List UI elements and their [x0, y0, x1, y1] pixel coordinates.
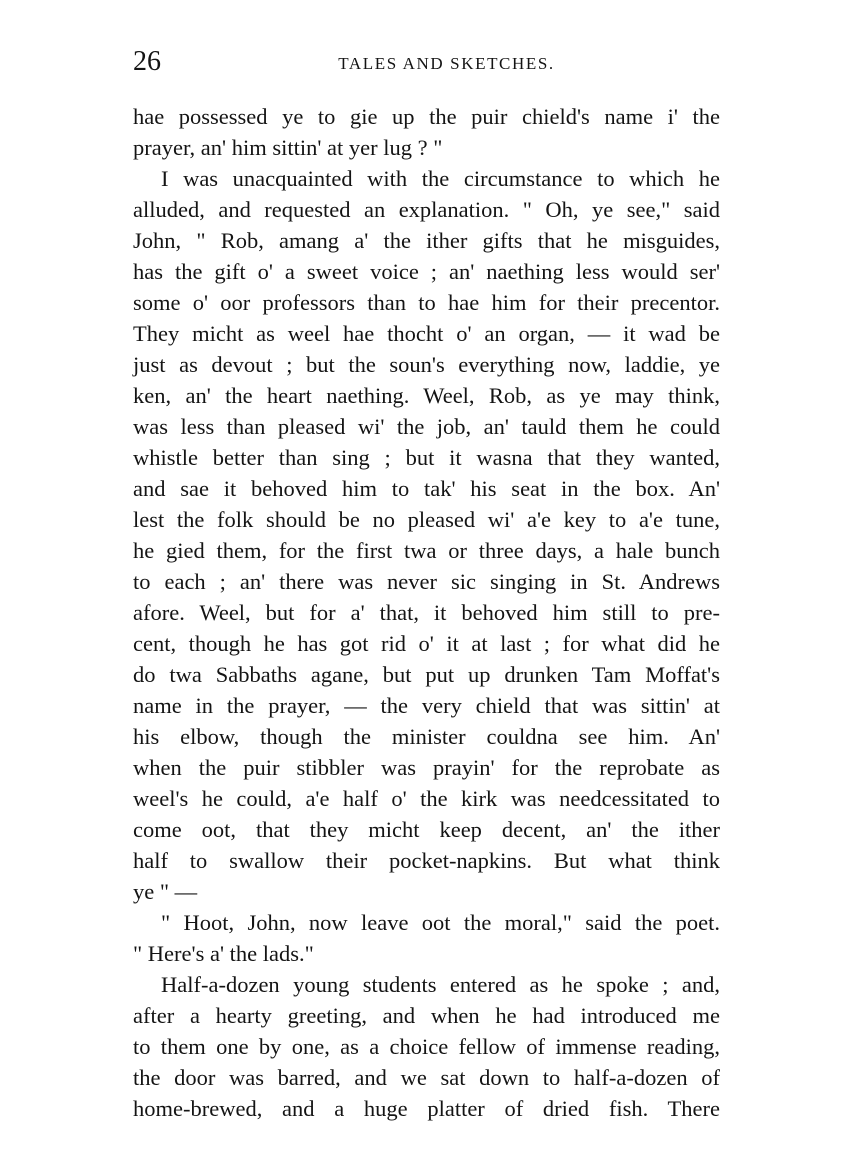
- text-line: and sae it behoved him to tak' his seat in the box. An': [133, 476, 720, 501]
- page-number: 26: [133, 46, 161, 77]
- page-header: [133, 44, 720, 80]
- text-line: to each ; an' there was never sic singing in St. Andrews: [133, 569, 720, 594]
- text-line: has the gift o' a sweet voice ; an' naething less would ser': [133, 259, 720, 284]
- text-line: They micht as weel hae thocht o' an organ, — it wad be: [133, 321, 720, 346]
- text-line: weel's he could, a'e half o' the kirk was needcessitated to: [133, 786, 720, 811]
- text-line: name in the prayer, — the very chield that was sittin' at: [133, 693, 720, 718]
- text-line: ye " —: [133, 879, 198, 904]
- text-line: " Hoot, John, now leave oot the moral," said the poet.: [161, 910, 720, 935]
- text-line: to them one by one, as a choice fellow of immense reading,: [133, 1034, 720, 1059]
- text-line: prayer, an' him sittin' at yer lug ? ": [133, 135, 443, 160]
- text-line: his elbow, though the minister couldna see him. An': [133, 724, 720, 749]
- text-line: whistle better than sing ; but it wasna that they wanted,: [133, 445, 720, 470]
- text-line: some o' oor professors than to hae him for their precentor.: [133, 290, 720, 315]
- text-line: Half-a-dozen young students entered as he spoke ; and,: [161, 972, 720, 997]
- text-line: half to swallow their pocket-napkins. But what think: [133, 848, 720, 873]
- text-line: ken, an' the heart naething. Weel, Rob, as ye may think,: [133, 383, 720, 408]
- text-line: hae possessed ye to gie up the puir chield's name i' the: [133, 104, 720, 129]
- text-line: alluded, and requested an explanation. " Oh, ye see," said: [133, 197, 720, 222]
- text-line: after a hearty greeting, and when he had introduced me: [133, 1003, 720, 1028]
- text-line: the door was barred, and we sat down to half-a-dozen of: [133, 1065, 720, 1090]
- text-line: home-brewed, and a huge platter of dried fish. There: [133, 1096, 720, 1121]
- running-head: TALES AND SKETCHES.: [338, 54, 555, 73]
- text-line: do twa Sabbaths agane, but put up drunken Tam Moffat's: [133, 662, 720, 687]
- text-line: when the puir stibbler was prayin' for the reprobate as: [133, 755, 720, 780]
- text-line: he gied them, for the first twa or three days, a hale bunch: [133, 538, 720, 563]
- text-line: come oot, that they micht keep decent, an' the ither: [133, 817, 720, 842]
- text-line: John, " Rob, amang a' the ither gifts that he misguides,: [133, 228, 720, 253]
- text-line: cent, though he has got rid o' it at last ; for what did he: [133, 631, 720, 656]
- text-line: lest the folk should be no pleased wi' a'e key to a'e tune,: [133, 507, 720, 532]
- text-line: just as devout ; but the soun's everything now, laddie, ye: [133, 352, 720, 377]
- text-line: was less than pleased wi' the job, an' tauld them he could: [133, 414, 720, 439]
- text-line: I was unacquainted with the circumstance to which he: [161, 166, 720, 191]
- text-line: afore. Weel, but for a' that, it behoved him still to pre-: [133, 600, 720, 625]
- text-line: " Here's a' the lads.": [133, 941, 314, 966]
